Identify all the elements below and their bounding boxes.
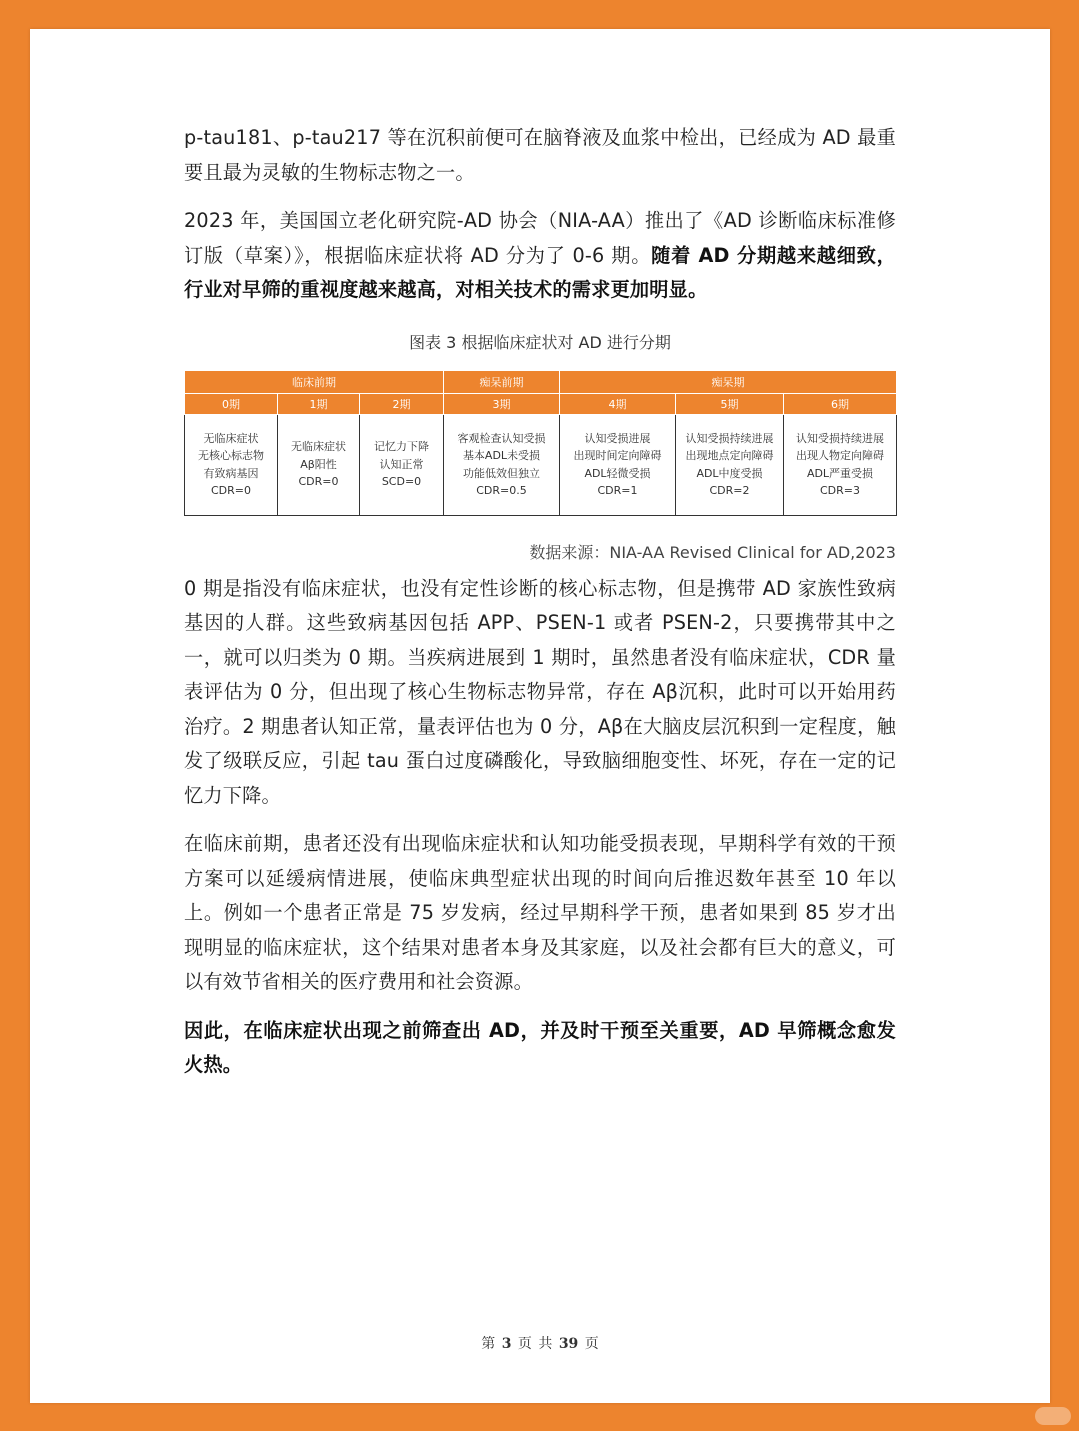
cell-line: 客观检查认知受损 — [457, 431, 546, 445]
paragraph-run: 在临床前期，患者还没有出现临床症状和认知功能受损表现，早期科学有效的干预方案可以延缓病情进展，使临床典型症状出现的时间向后推迟数年甚至 10 年以上。例如一个患者正常是 75 岁发病，经过早期科学干预，患者如果到 85 岁才出现明显的临床症状，这个结果对患者本身及其家庭，以及社会都有巨大的意义，可以有效节省相关的医疗费用和社会资源。 — [184, 832, 896, 993]
cell-line: 无临床症状 — [203, 431, 259, 445]
footer-total-pages: 39 — [558, 1336, 579, 1352]
cell-line: CDR=1 — [597, 484, 638, 497]
cell-line: 功能低效但独立 — [463, 466, 540, 480]
footer-suffix: 页 — [584, 1336, 599, 1352]
phase-preclinical: 临床前期 — [185, 370, 444, 393]
cell-line: CDR=0.5 — [476, 484, 527, 497]
cell-line: 出现地点定向障碍 — [685, 449, 774, 462]
paragraph-run-bold: 随着 AD 分期越来越细致，行业对早筛的重视度越来越高，对相关技术的需求更加明显。 — [184, 243, 896, 301]
stage-4-header: 4期 — [560, 393, 676, 414]
stage-table — [184, 370, 897, 516]
cell-line: CDR=3 — [820, 484, 861, 497]
stage-2-description — [360, 414, 444, 515]
document-body — [184, 121, 896, 1083]
footer-middle: 页 共 — [517, 1336, 553, 1352]
stage-5-header: 5期 — [676, 393, 784, 414]
stage-6-description — [784, 414, 897, 515]
paragraph-conclusion — [184, 1014, 896, 1083]
stage-3-header: 3期 — [444, 393, 560, 414]
stage-header-row — [185, 393, 897, 414]
stage-1-header: 1期 — [278, 393, 360, 414]
stage-3-description — [444, 414, 560, 515]
paragraph-biomarkers — [184, 121, 896, 190]
paragraph-stage-explanation — [184, 572, 896, 814]
cell-line: CDR=0 — [210, 484, 251, 497]
phase-dementia: 痴呆期 — [560, 370, 897, 393]
figure-caption: 图表 3 根据临床症状对 AD 进行分期 — [409, 332, 671, 352]
cell-line: CDR=0 — [298, 475, 339, 489]
phase-header-row — [185, 370, 897, 393]
figure-source: 数据来源：NIA-AA Revised Clinical for AD,2023 — [529, 542, 896, 562]
footer-prefix: 第 — [481, 1336, 496, 1352]
cell-line: ADL轻微受损 — [584, 466, 651, 480]
cell-line: SCD=0 — [381, 475, 422, 489]
cell-line: 出现时间定向障碍 — [573, 449, 662, 462]
paragraph-run: p-tau181、p-tau217 等在沉积前便可在脑脊液及血浆中检出，已经成为 AD 最重要且最为灵敏的生物标志物之一。 — [184, 126, 896, 184]
stage-1-description — [278, 414, 360, 515]
stage-4-description — [560, 414, 676, 515]
cell-line: ADL中度受损 — [696, 466, 763, 480]
cell-line: 出现人物定向障碍 — [796, 449, 884, 462]
stage-description-row — [185, 414, 897, 515]
stage-2-header: 2期 — [360, 393, 444, 414]
cell-line: 有致病基因 — [203, 466, 259, 480]
paragraph-run: 0 期是指没有临床症状，也没有定性诊断的核心标志物，但是携带 AD 家族性致病基因的人群。这些致病基因包括 APP、PSEN-1 或者 PSEN-2，只要携带其中之一，就可以归类为 0 期。当疾病进展到 1 期时，虽然患者没有临床症状，CDR 量表评估为 0 分，但出现了核心生物标志物异常，存在 Aβ沉积，此时可以开始用药治疗。2 期患者认知正常，量表评估也为 0 分，Aβ在大脑皮层沉积到一定程度，触发了级联反应，引起 tau 蛋白过度磷酸化，导致脑细胞变性、坏死，存在一定的记忆力下降。 — [184, 576, 896, 807]
paragraph-run: 2023 年，美国国立老化研究院-AD 协会（NIA-AA）推出了《AD 诊断临床标准修订版（草案）》，根据临床症状将 AD 分为了 0-6 期。 — [184, 209, 896, 267]
stage-5-description — [676, 414, 784, 515]
cell-line: ADL严重受损 — [806, 466, 874, 480]
cell-line: 认知受损持续进展 — [685, 431, 774, 445]
cell-line: 无核心标志物 — [198, 449, 264, 462]
phase-predementia: 痴呆前期 — [444, 370, 560, 393]
footer-current-page: 3 — [501, 1336, 512, 1352]
stage-0-header: 0期 — [185, 393, 278, 414]
page-footer — [30, 1333, 1050, 1353]
paragraph-nia-aa — [184, 204, 896, 308]
cell-line: 认知受损进展 — [584, 431, 651, 445]
cell-line: CDR=2 — [709, 484, 750, 497]
stage-6-header: 6期 — [784, 393, 897, 414]
cell-line: 无临床症状 — [291, 440, 346, 454]
cell-line: 认知受损持续进展 — [796, 431, 884, 445]
cell-line: Aβ阳性 — [300, 457, 337, 471]
paragraph-run-bold: 因此，在临床症状出现之前筛查出 AD，并及时干预至关重要，AD 早筛概念愈发火热。 — [184, 1018, 896, 1076]
cell-line: 基本ADL未受损 — [462, 449, 541, 462]
cell-line: 记忆力下降 — [374, 440, 429, 454]
cell-line: 认知正常 — [379, 457, 424, 471]
stage-0-description — [185, 414, 278, 515]
watermark-badge — [1035, 1407, 1071, 1425]
paragraph-preclinical-intervention — [184, 827, 896, 1000]
document-page — [30, 29, 1050, 1403]
